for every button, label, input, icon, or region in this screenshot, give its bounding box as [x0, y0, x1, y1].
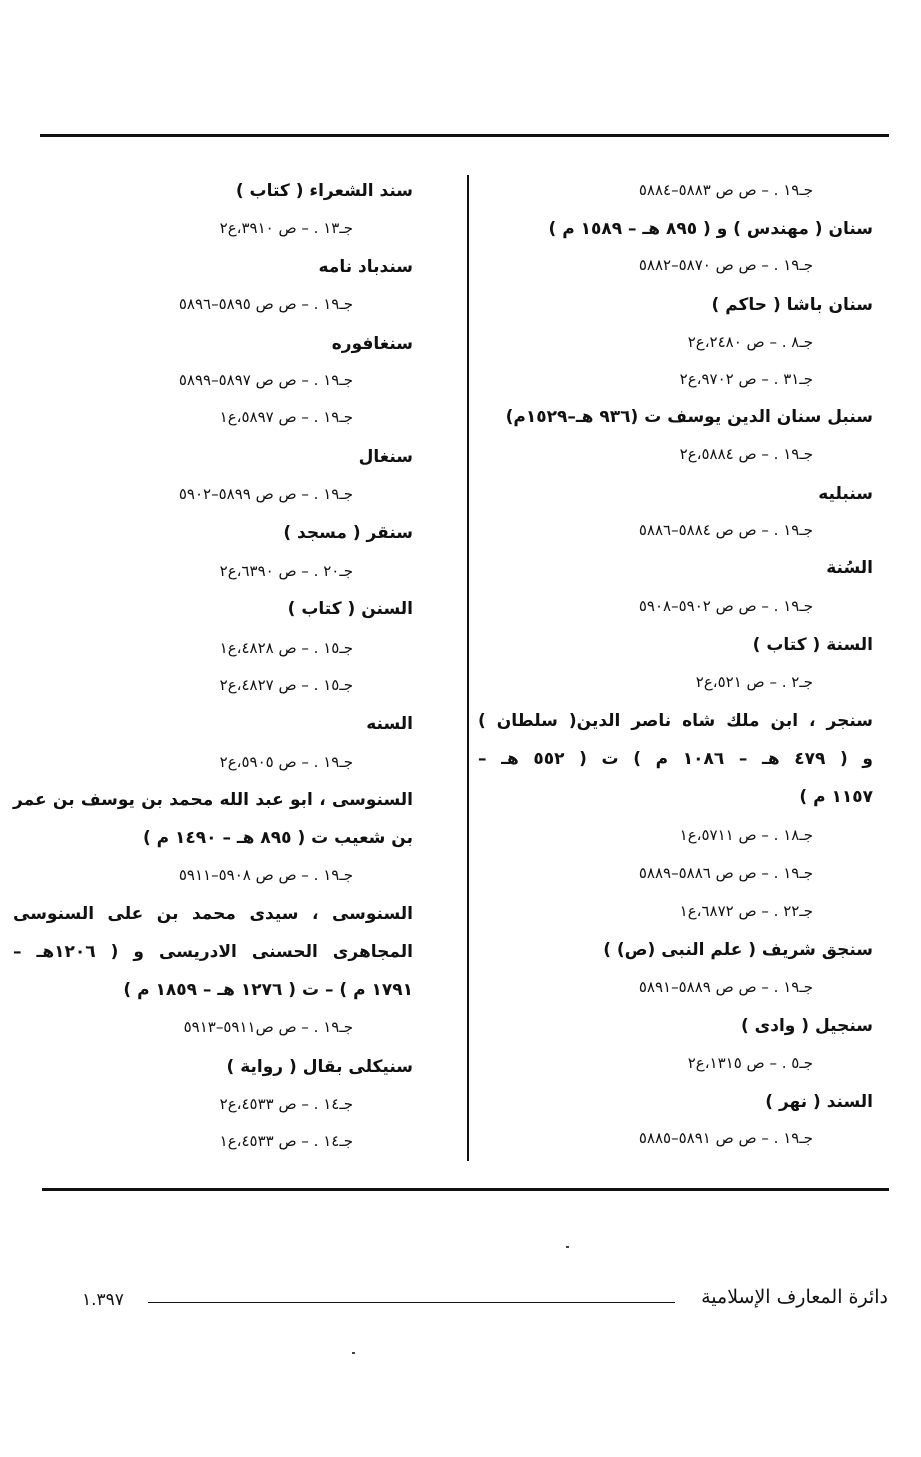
index-entry-heading: سندباد نامه	[318, 257, 413, 277]
index-entry-reference: جـ١٩ . – ص ٥٩٠٥،ع٢	[219, 753, 353, 771]
index-entry-heading: سند الشعراء ( كتاب )	[235, 181, 413, 201]
index-entry-reference: جـ١٥ . – ص ٤٨٢٨،ع١	[219, 639, 353, 657]
index-entry-heading: سنقر ( مسجد )	[283, 523, 413, 543]
index-entry-heading: سنان باشا ( حاكم )	[711, 295, 873, 315]
index-entry-reference: جـ٢ . – ص ٥٢١،ع٢	[695, 673, 813, 691]
index-entry-heading: ١١٥٧ م )	[799, 787, 873, 807]
index-entry-reference: جـ١٩ . – ص ص ٥٨٨٩–٥٨٩١	[638, 978, 813, 996]
index-entry-reference: جـ١٩ . – ص ص ٥٩٠٢–٥٩٠٨	[638, 597, 813, 615]
index-entry-heading: سنغافوره	[331, 334, 413, 354]
index-entry-heading: السنه	[366, 714, 413, 734]
index-entry-reference: جـ٥ . – ص ١٣١٥،ع٢	[687, 1054, 813, 1072]
top-rule	[40, 134, 889, 137]
index-entry-heading: سنجر ، ابن ملك شاه ناصر الدين( سلطان )	[478, 711, 873, 731]
index-entry-heading: سنان ( مهندس ) و ( ٨٩٥ هـ – ١٥٨٩ م )	[548, 219, 873, 239]
index-entry-reference: جـ١٩ . – ص ص ٥٨٩١–٥٨٨٥	[638, 1129, 813, 1147]
index-entry-heading: السند ( نهر )	[765, 1092, 873, 1112]
index-entry-reference: جـ١٩ . – ص ٥٨٨٤،ع٢	[679, 445, 813, 463]
index-entry-heading: سنجق شريف ( علم النبى (ص) )	[603, 940, 873, 960]
index-entry-reference: جـ١٣ . – ص ٣٩١٠،ع٢	[219, 219, 353, 237]
footer-rule	[148, 1302, 675, 1303]
scan-speck	[352, 1352, 355, 1354]
index-entry-heading: المجاهرى الحسنى الادريسى و ( ١٢٠٦هـ –	[13, 942, 413, 962]
index-entry-heading: سنبليه	[818, 484, 873, 504]
index-entry-reference: جـ١٩ . – ص ص ٥٨٩٧–٥٨٩٩	[178, 371, 353, 389]
index-entry-reference: جـ١٤ . – ص ٤٥٣٣،ع٢	[219, 1095, 353, 1113]
scan-speck	[566, 1246, 569, 1248]
index-entry-reference: جـ١٩ . – ص ٥٨٩٧،ع١	[219, 408, 353, 426]
index-entry-reference: جـ١٤ . – ص ٤٥٣٣،ع١	[219, 1132, 353, 1150]
index-entry-heading: سنبل سنان الدين يوسف ت (٩٣٦ هـ–١٥٢٩م)	[505, 407, 873, 427]
index-entry-reference: جـ١٩ . – ص ص ٥٨٩٥–٥٨٩٦	[178, 295, 353, 313]
index-entry-heading: السنن ( كتاب )	[287, 599, 413, 619]
index-entry-reference: جـ١٩ . – ص ص ٥٨٨٦–٥٨٨٩	[638, 864, 813, 882]
index-entry-reference: جـ٣١ . – ص ٩٧٠٢،ع٢	[679, 370, 813, 388]
footer-title: دائرة المعارف الإسلامية	[701, 1286, 888, 1308]
index-entry-heading: سنجيل ( وادى )	[740, 1016, 873, 1036]
index-entry-reference: جـ١٥ . – ص ٤٨٢٧،ع٢	[219, 676, 353, 694]
index-entry-heading: سنغال	[358, 447, 413, 467]
index-entry-reference: جـ١٩ . – ص ص ٥٨٨٣–٥٨٨٤	[638, 181, 813, 199]
index-entry-heading: ١٧٩١ م ) – ت ( ١٢٧٦ هـ – ١٨٥٩ م )	[123, 980, 413, 1000]
column-divider	[467, 175, 469, 1161]
index-entry-heading: سنيكلى بقال ( رواية )	[226, 1057, 413, 1077]
index-entry-reference: جـ٨ . – ص ٢٤٨٠،ع٢	[687, 333, 813, 351]
index-entry-heading: السنة ( كتاب )	[752, 635, 873, 655]
bottom-rule	[42, 1188, 889, 1191]
index-entry-reference: جـ١٩ . – ص ص ٥٨٨٤–٥٨٨٦	[638, 521, 813, 539]
index-entry-reference: جـ١٩ . – ص ص ٥٩٠٨–٥٩١١	[178, 866, 353, 884]
index-entry-reference: جـ٢٢ . – ص ٦٨٧٢،ع١	[679, 902, 813, 920]
index-entry-reference: جـ١٩ . – ص ص٥٩١١–٥٩١٣	[183, 1018, 353, 1036]
index-entry-reference: جـ١٩ . – ص ص ٥٨٧٠–٥٨٨٢	[638, 256, 813, 274]
page-number: ١.٣٩٧	[82, 1290, 124, 1310]
index-entry-reference: جـ١٩ . – ص ص ٥٨٩٩–٥٩٠٢	[178, 485, 353, 503]
index-entry-heading: السنوسى ، سيدى محمد بن على السنوسى	[13, 904, 413, 924]
index-entry-heading: بن شعيب ت ( ٨٩٥ هـ – ١٤٩٠ م )	[142, 828, 413, 848]
index-entry-heading: و ( ٤٧٩ هـ – ١٠٨٦ م ) ت ( ٥٥٢ هـ –	[478, 749, 873, 769]
index-entry-reference: جـ١٨ . – ص ٥٧١١،ع١	[679, 826, 813, 844]
index-entry-reference: جـ٢٠ . – ص ٦٣٩٠،ع٢	[219, 562, 353, 580]
index-entry-heading: السُنة	[826, 558, 873, 578]
index-entry-heading: السنوسى ، ابو عبد الله محمد بن يوسف بن عمر	[13, 790, 413, 810]
